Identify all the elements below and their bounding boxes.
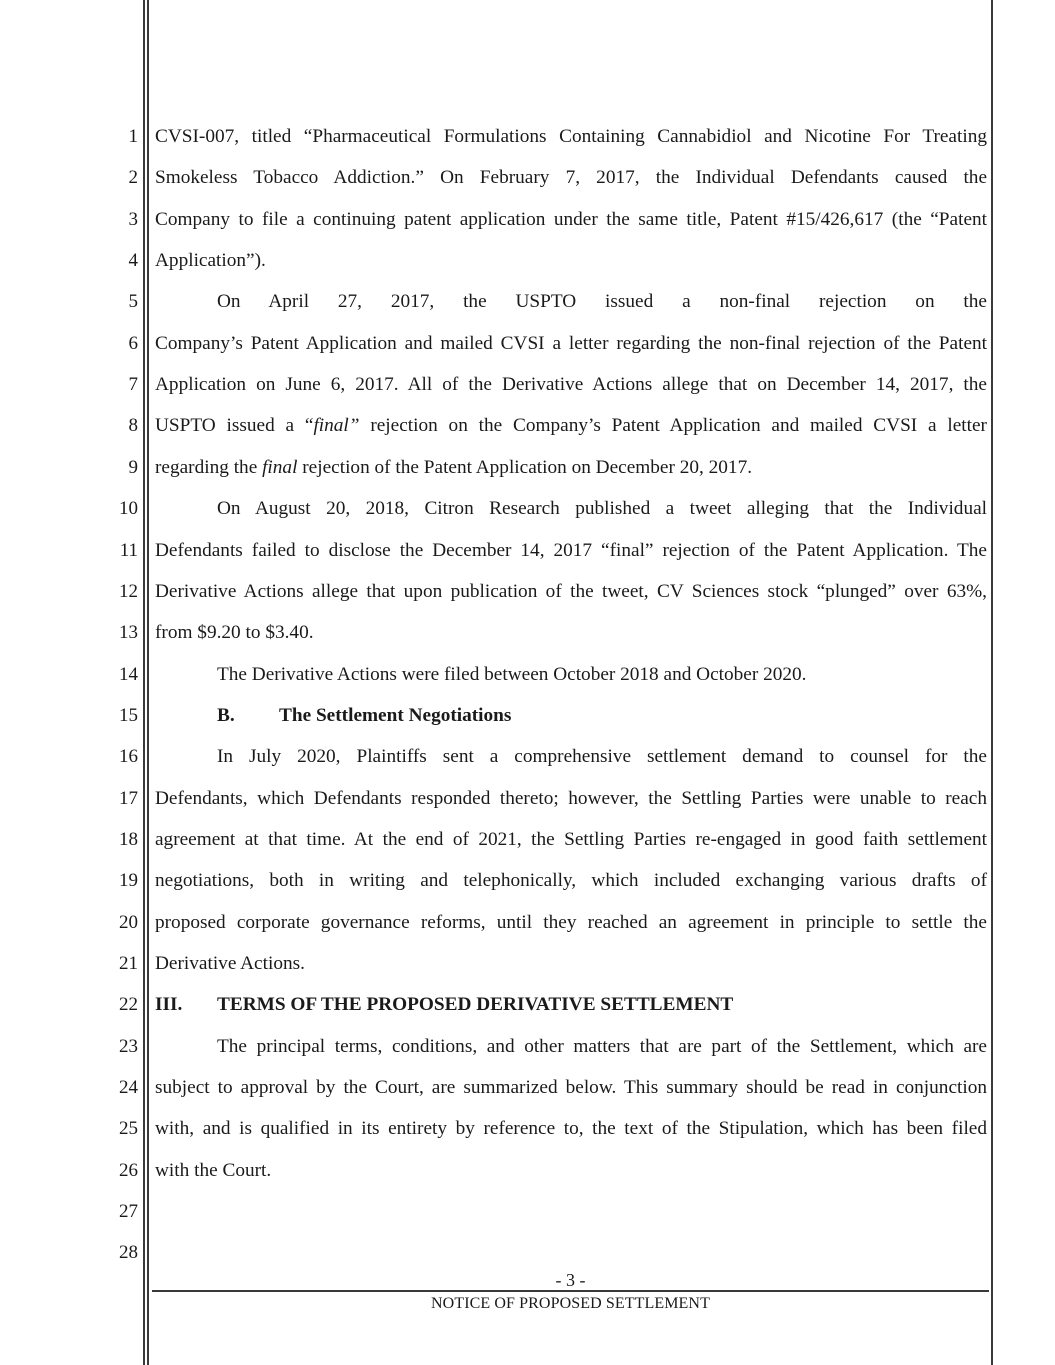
section-heading-label: III. bbox=[155, 994, 183, 1016]
text-line: Smokeless Tobacco Addiction.” On February 7, 2017, the Individual Defendants caused the bbox=[155, 167, 987, 189]
line-number: 10 bbox=[119, 498, 138, 520]
text-line: Application on June 6, 2017. All of the Derivative Actions allege that on December 14, 2017, the bbox=[155, 374, 987, 396]
right-margin-rule bbox=[991, 0, 993, 1365]
line-number: 20 bbox=[119, 911, 138, 933]
line-number: 3 bbox=[128, 208, 138, 230]
line-number: 17 bbox=[119, 787, 138, 809]
footer-rule bbox=[152, 1290, 989, 1292]
line-number: 23 bbox=[119, 1035, 138, 1057]
footer-title: NOTICE OF PROPOSED SETTLEMENT bbox=[431, 1295, 710, 1312]
section-heading-label: B. bbox=[217, 704, 235, 726]
line-number: 9 bbox=[128, 456, 138, 478]
line-number: 4 bbox=[128, 250, 138, 272]
text-line: On April 27, 2017, the USPTO issued a non-final rejection on the bbox=[217, 291, 987, 313]
page-number: - 3 - bbox=[555, 1270, 586, 1290]
text-line: Defendants, which Defendants responded thereto; however, the Settling Parties were unable to reach bbox=[155, 787, 987, 809]
text-line: In July 2020, Plaintiffs sent a comprehensive settlement demand to counsel for the bbox=[217, 746, 987, 768]
left-margin-rule-outer bbox=[143, 0, 145, 1365]
line-number: 16 bbox=[119, 746, 138, 768]
line-number: 24 bbox=[119, 1077, 138, 1099]
text-line: The Derivative Actions were filed between October 2018 and October 2020. bbox=[217, 663, 807, 685]
text-line: subject to approval by the Court, are summarized below. This summary should be read in conjunction bbox=[155, 1077, 987, 1099]
section-heading-text: The Settlement Negotiations bbox=[279, 704, 512, 726]
left-margin-rule-inner bbox=[147, 0, 149, 1365]
text-span: USPTO issued a “ bbox=[155, 415, 314, 437]
line-number: 21 bbox=[119, 953, 138, 974]
line-number: 2 bbox=[128, 167, 138, 189]
line-number: 22 bbox=[119, 994, 138, 1016]
line-number: 12 bbox=[119, 580, 138, 602]
line-number: 25 bbox=[119, 1118, 138, 1140]
line-number: 13 bbox=[119, 622, 138, 644]
line-number: 15 bbox=[119, 704, 138, 726]
section-heading bbox=[155, 704, 987, 728]
text-line: Derivative Actions. bbox=[155, 953, 305, 974]
text-span: rejection on the Company’s Patent Application and mailed CVSI a letter bbox=[359, 415, 987, 437]
text-line bbox=[155, 414, 987, 438]
line-number: 8 bbox=[128, 415, 138, 437]
text-line bbox=[155, 456, 987, 480]
text-line: CVSI-007, titled “Pharmaceutical Formulations Containing Cannabidiol and Nicotine For Treating bbox=[155, 126, 987, 147]
text-line: with the Court. bbox=[155, 1159, 272, 1181]
text-line: with, and is qualified in its entirety by reference to, the text of the Stipulation, which has been filed bbox=[155, 1118, 987, 1140]
line-number: 14 bbox=[119, 663, 138, 685]
text-line: Defendants failed to disclose the December 14, 2017 “final” rejection of the Patent Application. The bbox=[155, 539, 987, 561]
line-number: 1 bbox=[128, 126, 138, 147]
section-heading bbox=[155, 993, 987, 1017]
section-heading-text: TERMS OF THE PROPOSED DERIVATIVE SETTLEMENT bbox=[217, 994, 734, 1016]
text-span: rejection of the Patent Application on December 20, 2017. bbox=[297, 456, 753, 478]
line-number: 5 bbox=[128, 291, 138, 313]
text-line: On August 20, 2018, Citron Research published a tweet alleging that the Individual bbox=[217, 498, 987, 520]
italic-emphasis: final bbox=[262, 456, 298, 478]
text-line: Company’s Patent Application and mailed CVSI a letter regarding the non-final rejection of the Patent bbox=[155, 332, 987, 354]
line-number: 19 bbox=[119, 870, 138, 892]
text-line: The principal terms, conditions, and other matters that are part of the Settlement, which are bbox=[217, 1035, 987, 1057]
line-number: 26 bbox=[119, 1159, 138, 1181]
text-line: Company to file a continuing patent application under the same title, Patent #15/426,617 (the “Patent bbox=[155, 208, 987, 230]
line-number: 27 bbox=[119, 1201, 138, 1223]
text-line: agreement at that time. At the end of 2021, the Settling Parties re-engaged in good faith settlement bbox=[155, 828, 987, 850]
line-number: 7 bbox=[128, 374, 138, 396]
text-line: negotiations, both in writing and telephonically, which included exchanging various drafts of bbox=[155, 870, 987, 892]
text-line: from $9.20 to $3.40. bbox=[155, 622, 314, 644]
text-line: proposed corporate governance reforms, until they reached an agreement in principle to settle the bbox=[155, 911, 987, 933]
line-number: 11 bbox=[119, 539, 138, 561]
line-number: 18 bbox=[119, 828, 138, 850]
line-number: 6 bbox=[128, 332, 138, 354]
line-number: 28 bbox=[119, 1242, 138, 1264]
italic-emphasis: final” bbox=[313, 415, 360, 437]
text-line: Derivative Actions allege that upon publication of the tweet, CV Sciences stock “plunged” over 63%, bbox=[155, 580, 987, 602]
text-line: Application”). bbox=[155, 250, 266, 272]
text-span: regarding the bbox=[155, 456, 263, 478]
